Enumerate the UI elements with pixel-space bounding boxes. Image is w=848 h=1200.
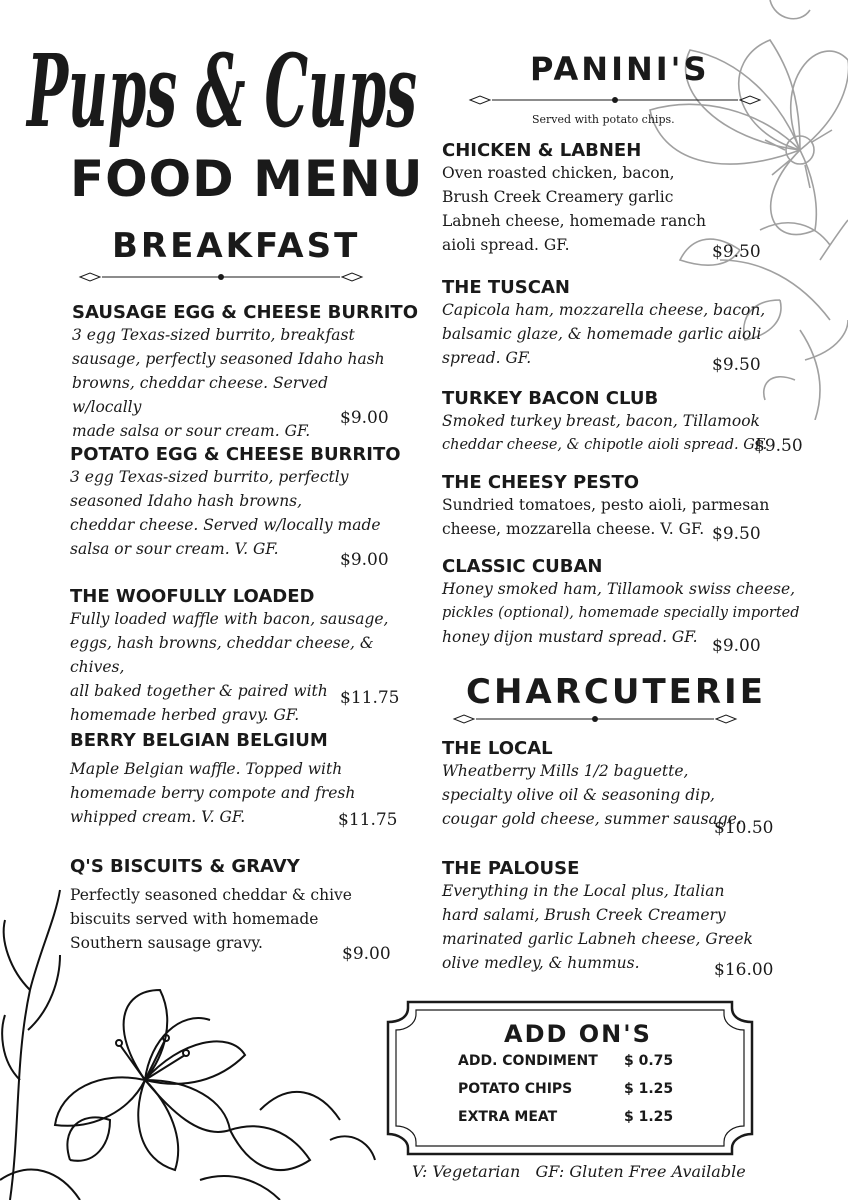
item-price: $9.00 (340, 408, 389, 428)
item-description-line: cheddar cheese. Served w/locally made (70, 516, 381, 534)
item-name: CHICKEN & LABNEH (442, 140, 642, 161)
breakfast-item (72, 302, 418, 443)
panini-item (442, 388, 812, 457)
charcuterie-item (442, 858, 792, 980)
dietary-legend: V: Vegetarian GF: Gluten Free Available (412, 1162, 746, 1181)
item-description-line: Labneh cheese, homemade ranch (442, 212, 706, 230)
item-description-line: specialty olive oil & seasoning dip, (442, 786, 715, 804)
menu-title: FOOD MENU (70, 150, 424, 208)
item-description-line: Maple Belgian waffle. Topped with (70, 760, 343, 778)
brand-logo (22, 8, 422, 163)
panini-item (442, 556, 802, 656)
item-description-line: cougar gold cheese, summer sausage. (442, 810, 742, 828)
item-name: THE TUSCAN (442, 277, 570, 298)
item-description-line: seasoned Idaho hash browns, (70, 492, 303, 510)
addon-price: $ 1.25 (624, 1081, 674, 1097)
item-description-line: cheese, mozzarella cheese. V. GF. (442, 520, 705, 538)
item-description-line: hard salami, Brush Creek Creamery (442, 906, 726, 924)
item-description-line: made salsa or sour cream. GF. (72, 422, 311, 440)
item-description-line: 3 egg Texas-sized burrito, perfectly (70, 468, 349, 486)
charcuterie-item (442, 738, 792, 838)
item-description-line: biscuits served with homemade (70, 910, 319, 928)
item-price: $9.50 (712, 355, 761, 375)
panini-item (442, 140, 792, 262)
item-name: Q'S BISCUITS & GRAVY (70, 856, 300, 877)
addon-name: POTATO CHIPS (458, 1081, 573, 1097)
addon-price: $ 0.75 (624, 1053, 674, 1069)
item-price: $9.00 (342, 944, 391, 964)
svg-text:Pups & Cups: Pups & Cups (25, 32, 418, 150)
item-price: $9.50 (712, 524, 761, 544)
charcuterie-section-title: CHARCUTERIE (466, 672, 766, 712)
item-price: $9.00 (712, 636, 761, 656)
item-description-line: salsa or sour cream. V. GF. (70, 540, 279, 558)
item-name: SAUSAGE EGG & CHEESE BURRITO (72, 302, 418, 323)
item-name: THE CHEESY PESTO (442, 472, 640, 493)
item-price: $11.75 (338, 810, 398, 830)
addons-title: ADD ON'S (504, 1020, 652, 1048)
item-name: THE PALOUSE (442, 858, 580, 879)
item-description-line: olive medley, & hummus. (442, 954, 640, 972)
item-price: $16.00 (714, 960, 774, 980)
item-description-line: Brush Creek Creamery garlic (442, 188, 674, 206)
item-description-line: Smoked turkey breast, bacon, Tillamook (442, 412, 760, 430)
item-description-line: Fully loaded waffle with bacon, sausage, (70, 610, 389, 628)
item-description-line: Everything in the Local plus, Italian (442, 882, 725, 900)
item-price: $9.50 (712, 242, 761, 262)
item-description-line: aioli spread. GF. (442, 236, 570, 254)
breakfast-item (70, 730, 398, 830)
item-description-line: sausage, perfectly seasoned Idaho hash (72, 350, 385, 368)
item-description-line: Southern sausage gravy. (70, 934, 263, 952)
breakfast-item (70, 586, 400, 727)
panini-item (442, 472, 792, 544)
item-name: THE WOOFULLY LOADED (70, 586, 315, 607)
item-description-line: Wheatberry Mills 1/2 baguette, (442, 762, 689, 780)
item-name: BERRY BELGIAN BELGIUM (70, 730, 328, 751)
item-description-line: Oven roasted chicken, bacon, (442, 164, 675, 182)
item-description-line: honey dijon mustard spread. GF. (442, 628, 698, 646)
addon-name: ADD. CONDIMENT (458, 1053, 598, 1069)
item-price: $9.50 (754, 436, 803, 456)
panini-item (442, 277, 792, 375)
addon-price: $ 1.25 (624, 1109, 674, 1125)
paninis-section-title: PANINI'S (530, 50, 710, 88)
item-name: CLASSIC CUBAN (442, 556, 603, 577)
item-description-line: cheddar cheese, & chipotle aioli spread. GF. (442, 437, 768, 453)
item-name: THE LOCAL (442, 738, 553, 759)
item-description-line: eggs, hash browns, cheddar cheese, & chives, (70, 634, 374, 676)
addon-name: EXTRA MEAT (458, 1109, 558, 1125)
item-description-line: spread. GF. (442, 349, 532, 367)
item-description-line: all baked together & paired with (70, 682, 328, 700)
item-price: $10.50 (714, 818, 774, 838)
breakfast-divider (76, 270, 366, 284)
item-name: POTATO EGG & CHEESE BURRITO (70, 444, 401, 465)
item-description-line: whipped cream. V. GF. (70, 808, 246, 826)
paninis-subtitle: Served with potato chips. (532, 113, 675, 126)
item-price: $9.00 (340, 550, 389, 570)
breakfast-section-title: BREAKFAST (112, 226, 361, 266)
item-description-line: Capicola ham, mozzarella cheese, bacon, (442, 301, 766, 319)
item-description-line: Honey smoked ham, Tillamook swiss cheese, (442, 580, 796, 598)
item-description-line: balsamic glaze, & homemade garlic aioli (442, 325, 762, 343)
item-description-line: pickles (optional), homemade specially imported (442, 605, 800, 621)
item-description-line: browns, cheddar cheese. Served w/locally (72, 374, 329, 416)
item-description-line: 3 egg Texas-sized burrito, breakfast (72, 326, 355, 344)
breakfast-item (70, 856, 395, 964)
addons-box (386, 1000, 754, 1156)
item-description-line: Perfectly seasoned cheddar & chive (70, 886, 352, 904)
item-description-line: marinated garlic Labneh cheese, Greek (442, 930, 753, 948)
item-price: $11.75 (340, 688, 400, 708)
charcuterie-divider (450, 712, 740, 726)
breakfast-item (70, 444, 401, 570)
paninis-divider (466, 93, 764, 107)
item-description-line: homemade herbed gravy. GF. (70, 706, 300, 724)
item-description-line: homemade berry compote and fresh (70, 784, 356, 802)
item-name: TURKEY BACON CLUB (442, 388, 659, 409)
item-description-line: Sundried tomatoes, pesto aioli, parmesan (442, 496, 770, 514)
